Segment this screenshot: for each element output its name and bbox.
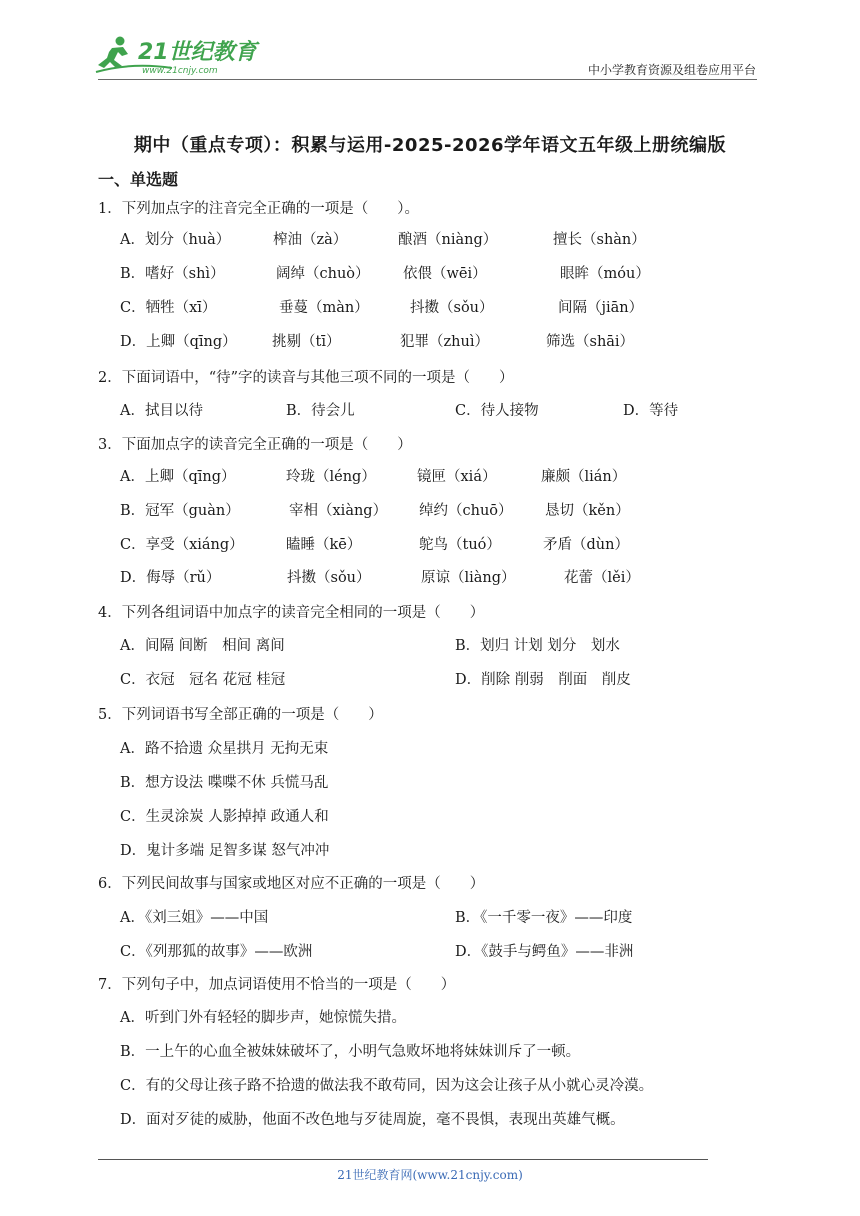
q6-option-a: A．《刘三姐》——中国	[120, 910, 269, 926]
header-divider	[98, 79, 757, 80]
q1-option-b-2: 阔绰（chuò）	[276, 266, 370, 282]
q1-option-b-1: B．嗜好（shì）	[120, 266, 225, 282]
q7-option-a: A．听到门外有轻轻的脚步声，她惊慌失措。	[120, 1010, 406, 1026]
q1-option-a-1: A．划分（huà）	[120, 232, 231, 248]
q2-option-a: A．拭目以待	[120, 403, 203, 419]
q6-option-b: B．《一千零一夜》——印度	[455, 910, 633, 926]
question-1-stem: 1．下列加点字的注音完全正确的一项是（ ）。	[98, 201, 419, 217]
q3-option-c-3: 鸵鸟（tuó）	[419, 537, 501, 553]
q4-option-c: C．衣冠 冠名 花冠 桂冠	[120, 672, 286, 688]
q3-option-a-3: 镜匣（xiá）	[417, 469, 497, 485]
q1-option-b-4: 眼眸（móu）	[560, 266, 650, 282]
q3-option-b-1: B．冠军（guàn）	[120, 503, 240, 519]
q3-option-c-4: 矛盾（dùn）	[543, 537, 629, 553]
question-3-stem: 3．下面加点字的读音完全正确的一项是（ ）	[98, 437, 412, 453]
logo-domain: www.21cnjy.com	[142, 66, 218, 76]
footer-link[interactable]: 21世纪教育网(www.21cnjy.com)	[337, 1168, 523, 1182]
q6-option-d: D．《鼓手与鳄鱼》——非洲	[455, 944, 634, 960]
q3-option-d-1: D．侮辱（rǔ）	[120, 570, 221, 586]
question-2-stem: 2．下面词语中，“待”字的读音与其他三项不同的一项是（ ）	[98, 370, 514, 386]
q1-option-c-2: 垂蔓（màn）	[279, 300, 369, 316]
question-4-stem: 4．下列各组词语中加点字的读音完全相同的一项是（ ）	[98, 605, 485, 621]
q5-option-c: C．生灵涂炭 人影掉掉 政通人和	[120, 809, 329, 825]
q3-option-a-1: A．上卿（qīng）	[120, 469, 236, 485]
question-7-stem: 7．下列句子中，加点词语使用不恰当的一项是（ ）	[98, 977, 456, 993]
q3-option-d-4: 花蕾（lěi）	[564, 570, 640, 586]
q7-option-d: D．面对歹徒的威胁，他面不改色地与歹徒周旋，毫不畏惧，表现出英雄气概。	[120, 1112, 625, 1128]
q1-option-a-3: 酿酒（niàng）	[398, 232, 498, 248]
q3-option-a-4: 廉颇（lián）	[541, 469, 627, 485]
q2-option-b: B．待会儿	[286, 403, 355, 419]
footer-divider	[98, 1159, 708, 1160]
q4-option-a: A．间隔 间断 相间 离间	[120, 638, 285, 654]
q1-option-c-3: 抖擞（sǒu）	[410, 300, 494, 316]
q2-option-c: C．待人接物	[455, 403, 539, 419]
q4-option-d: D．削除 削弱 削面 削皮	[455, 672, 631, 688]
site-logo	[92, 32, 262, 80]
q3-option-b-3: 绰约（chuō）	[419, 503, 513, 519]
q5-option-b: B．想方设法 喋喋不休 兵慌马乱	[120, 775, 329, 791]
q3-option-c-1: C．享受（xiáng）	[120, 537, 244, 553]
q6-option-c: C．《列那狐的故事》——欧洲	[120, 944, 313, 960]
logo-brand: 21世纪教育	[138, 40, 257, 65]
q1-option-a-2: 榨油（zà）	[273, 232, 348, 248]
q1-option-c-4: 间隔（jiān）	[558, 300, 644, 316]
q1-option-c-1: C．牺牲（xī）	[120, 300, 217, 316]
q3-option-c-2: 瞌睡（kē）	[286, 537, 362, 553]
q3-option-b-2: 宰相（xiàng）	[289, 503, 388, 519]
q1-option-d-2: 挑剔（tī）	[272, 334, 341, 350]
q7-option-b: B．一上午的心血全被妹妹破坏了，小明气急败坏地将妹妹训斥了一顿。	[120, 1044, 581, 1060]
q1-option-b-3: 依偎（wēi）	[403, 266, 487, 282]
section-heading: 一、单选题	[98, 170, 179, 189]
q1-option-d-4: 筛选（shāi）	[546, 334, 635, 350]
q3-option-d-3: 原谅（liàng）	[421, 570, 516, 586]
q4-option-b: B．划归 计划 划分 划水	[455, 638, 620, 654]
site-tagline: 中小学教育资源及组卷应用平台	[587, 63, 756, 77]
question-6-stem: 6．下列民间故事与国家或地区对应不正确的一项是（ ）	[98, 876, 485, 892]
q3-option-b-4: 恳切（kěn）	[545, 503, 630, 519]
q1-option-d-1: D．上卿（qīng）	[120, 334, 237, 350]
q5-option-d: D．鬼计多端 足智多谋 怒气冲冲	[120, 843, 330, 859]
q1-option-d-3: 犯罪（zhuì）	[400, 334, 489, 350]
q1-option-a-4: 擅长（shàn）	[553, 232, 646, 248]
q7-option-c: C．有的父母让孩子路不拾遗的做法我不敢苟同，因为这会让孩子从小就心灵冷漠。	[120, 1078, 654, 1094]
q3-option-d-2: 抖擞（sǒu）	[287, 570, 371, 586]
q5-option-a: A．路不拾遗 众星拱月 无拘无束	[120, 741, 329, 757]
question-5-stem: 5．下列词语书写全部正确的一项是（ ）	[98, 707, 383, 723]
page-title: 期中（重点专项）：积累与运用-2025-2026学年语文五年级上册统编版	[133, 135, 727, 156]
q3-option-a-2: 玲珑（léng）	[286, 469, 376, 485]
q2-option-d: D．等待	[623, 403, 679, 419]
